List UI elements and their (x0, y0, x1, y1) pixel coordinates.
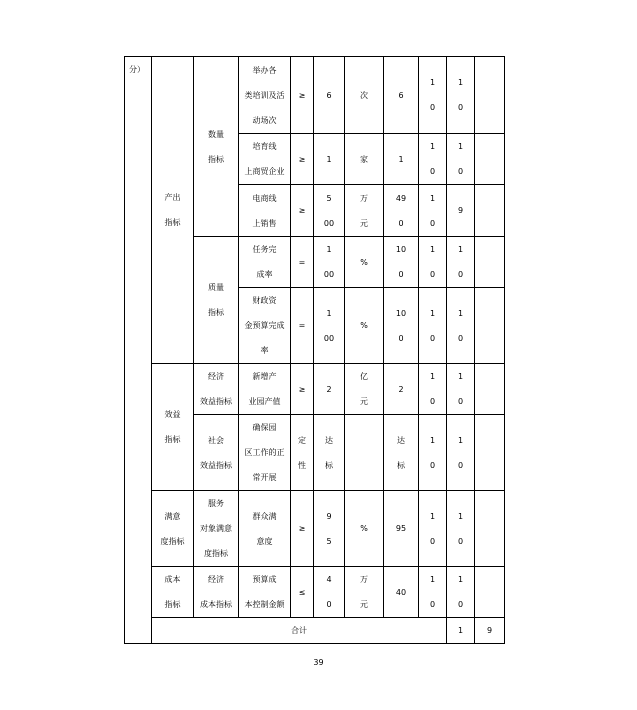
indicator-name: 新增产 业园产值 (239, 364, 291, 415)
target-value: 2 (314, 364, 345, 415)
level1-output: 产出 指标 (152, 57, 194, 364)
weight-score: 1 0 (419, 364, 447, 415)
indicator-name: 财政资 金预算完成 率 (239, 288, 291, 364)
score: 1 0 (447, 134, 475, 185)
score: 1 0 (447, 364, 475, 415)
target-value: 1 00 (314, 288, 345, 364)
score: 1 0 (447, 288, 475, 364)
remark (475, 185, 505, 237)
indicator-name: 培育线 上商贸企业 (239, 134, 291, 185)
level1-benefit: 效益 指标 (152, 364, 194, 491)
target-value: 5 00 (314, 185, 345, 237)
actual-value: 49 0 (384, 185, 419, 237)
weight-score: 1 0 (419, 491, 447, 567)
unit: 万 元 (345, 185, 384, 237)
weight-score: 1 0 (419, 185, 447, 237)
performance-indicator-table-page (124, 56, 504, 644)
level1-cost: 成本 指标 (152, 567, 194, 618)
total-label: 合计 (152, 618, 447, 644)
actual-value: 40 (384, 567, 419, 618)
weight-score: 1 0 (419, 237, 447, 288)
level2-economic-cost: 经济 成本指标 (194, 567, 239, 618)
unit: 万 元 (345, 567, 384, 618)
unit: 家 (345, 134, 384, 185)
remark (475, 134, 505, 185)
unit: % (345, 237, 384, 288)
weight-score: 1 0 (419, 415, 447, 491)
operator: = (291, 237, 314, 288)
prefix-label: 分） (125, 57, 152, 644)
actual-value: 10 0 (384, 237, 419, 288)
remark (475, 415, 505, 491)
unit (345, 415, 384, 491)
target-value: 4 0 (314, 567, 345, 618)
page-number: 39 (313, 658, 324, 667)
unit: 次 (345, 57, 384, 134)
score: 1 0 (447, 567, 475, 618)
target-value: 1 00 (314, 237, 345, 288)
weight-score: 1 0 (419, 288, 447, 364)
indicator-name: 电商线 上销售 (239, 185, 291, 237)
score: 1 0 (447, 491, 475, 567)
unit: 亿 元 (345, 364, 384, 415)
score: 1 0 (447, 237, 475, 288)
operator: = (291, 288, 314, 364)
level1-satisfaction: 满意 度指标 (152, 491, 194, 567)
weight-score: 1 0 (419, 57, 447, 134)
target-value: 1 (314, 134, 345, 185)
indicator-name: 群众满 意度 (239, 491, 291, 567)
indicator-name: 举办各 类培训及活 动场次 (239, 57, 291, 134)
remark (475, 57, 505, 134)
level2-quality: 质量 指标 (194, 237, 239, 364)
remark (475, 288, 505, 364)
target-value: 6 (314, 57, 345, 134)
level2-quantity: 数量 指标 (194, 57, 239, 237)
remark (475, 567, 505, 618)
operator: 定 性 (291, 415, 314, 491)
score: 9 (447, 185, 475, 237)
actual-value: 10 0 (384, 288, 419, 364)
operator: ≥ (291, 57, 314, 134)
score: 1 0 (447, 415, 475, 491)
actual-value: 95 (384, 491, 419, 567)
operator: ≤ (291, 567, 314, 618)
actual-value: 6 (384, 57, 419, 134)
indicator-name: 预算成 本控制金额 (239, 567, 291, 618)
operator: ≥ (291, 491, 314, 567)
total-score: 9 (475, 618, 505, 644)
remark (475, 491, 505, 567)
score: 1 0 (447, 57, 475, 134)
indicator-name: 确保园 区工作的正 常开展 (239, 415, 291, 491)
indicator-name: 任务完 成率 (239, 237, 291, 288)
level2-service-satisfaction: 服务 对象满意 度指标 (194, 491, 239, 567)
weight-score: 1 0 (419, 134, 447, 185)
operator: ≥ (291, 134, 314, 185)
operator: ≥ (291, 364, 314, 415)
remark (475, 364, 505, 415)
target-value: 达 标 (314, 415, 345, 491)
total-weight: 1 (447, 618, 475, 644)
remark (475, 237, 505, 288)
actual-value: 1 (384, 134, 419, 185)
level2-social-benefit: 社会 效益指标 (194, 415, 239, 491)
indicator-table (124, 56, 505, 644)
target-value: 9 5 (314, 491, 345, 567)
actual-value: 达 标 (384, 415, 419, 491)
actual-value: 2 (384, 364, 419, 415)
level2-economic-benefit: 经济 效益指标 (194, 364, 239, 415)
operator: ≥ (291, 185, 314, 237)
unit: % (345, 491, 384, 567)
unit: % (345, 288, 384, 364)
weight-score: 1 0 (419, 567, 447, 618)
